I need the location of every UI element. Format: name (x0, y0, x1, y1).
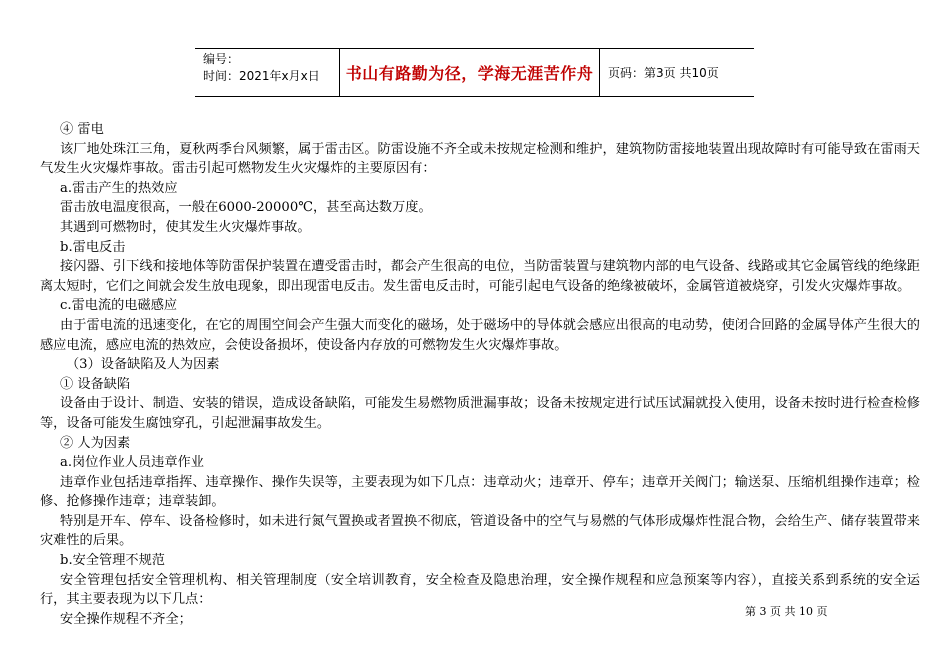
heading-equipment-defects: ① 设备缺陷 (60, 376, 131, 392)
document-number-label: 编号： (203, 52, 240, 66)
subheading: b.雷电反击 (60, 239, 126, 255)
paragraph: 安全操作规程不齐全； (60, 611, 192, 627)
paragraph: 设备由于设计、制造、安装的错误，造成设备缺陷，可能发生易燃物质泄漏事故；设备未按规定进行试压试漏就投入使用，设备未按时进行检查检修等，设备可能发生腐蚀穿孔，引起泄漏事故发生。 (40, 396, 920, 431)
header-page-number: 页码：第3页 共10页 (608, 66, 719, 80)
header-meta (195, 49, 340, 96)
paragraph: 其遇到可燃物时，使其发生火灾爆炸事故。 (60, 219, 311, 235)
paragraph: 该厂地处珠江三角，夏秋两季台风频繁，属于雷击区。防雷设施不齐全或未按规定检测和维护，建筑物防雷接地装置出现故障时有可能导致在雷雨天气发生火灾爆炸事故。雷击引起可燃物发生火灾爆炸的主要原因有： (40, 141, 920, 177)
page-header (195, 48, 754, 97)
heading-human-factors: ② 人为因素 (60, 435, 131, 451)
subheading: c.雷电流的电磁感应 (60, 298, 178, 314)
document-body (40, 120, 920, 629)
subheading: b.安全管理不规范 (60, 553, 165, 569)
section-heading: （3）设备缺陷及人为因素 (66, 357, 220, 373)
subheading: a.岗位作业人员违章作业 (60, 455, 204, 471)
paragraph: 由于雷电流的迅速变化，在它的周围空间会产生强大而变化的磁场，处于磁场中的导体就会感应出很高的电动势，使闭合回路的金属导体产生很大的感应电流，感应电流的热效应，会使设备损坏，使设备内存放的可燃物发生火灾爆炸事故。 (40, 317, 920, 353)
subheading: a.雷击产生的热效应 (60, 180, 178, 196)
paragraph: 接闪器、引下线和接地体等防雷保护装置在遭受雷击时，都会产生很高的电位，当防雷装置与建筑物内部的电气设备、线路或其它金属管线的绝缘距离太短时，它们之间就会发生放电现象，即出现雷电反击。发生雷电反击时，可能引起电气设备的绝缘被破坏，金属管道被烧穿，引发火灾爆炸事故。 (40, 259, 920, 294)
paragraph: 雷击放电温度很高，一般在6000-20000℃，甚至高达数万度。 (60, 200, 432, 216)
document-date: 时间：2021年x月x日 (203, 69, 320, 83)
paragraph: 违章作业包括违章指挥、违章操作、操作失误等，主要表现为如下几点：违章动火；违章开、停车；违章开关阀门；输送泵、压缩机组操作违章；检修、抢修操作违章；违章装卸。 (40, 474, 920, 510)
page-footer: 第 3 页 共 10 页 (745, 605, 828, 618)
paragraph: 特别是开车、停车、设备检修时，如未进行氮气置换或者置换不彻底，管道设备中的空气与易燃的气体形成爆炸性混合物，会给生产、储存装置带来灾难性的后果。 (40, 513, 920, 549)
paragraph: 安全管理包括安全管理机构、相关管理制度（安全培训教育，安全检查及隐患治理，安全操作规程和应急预案等内容），直接关系到系统的安全运行，其主要表现为以下几点： (40, 572, 920, 608)
header-motto: 书山有路勤为径，学海无涯苦作舟 (340, 49, 600, 96)
heading-lightning: ④ 雷电 (60, 122, 104, 137)
